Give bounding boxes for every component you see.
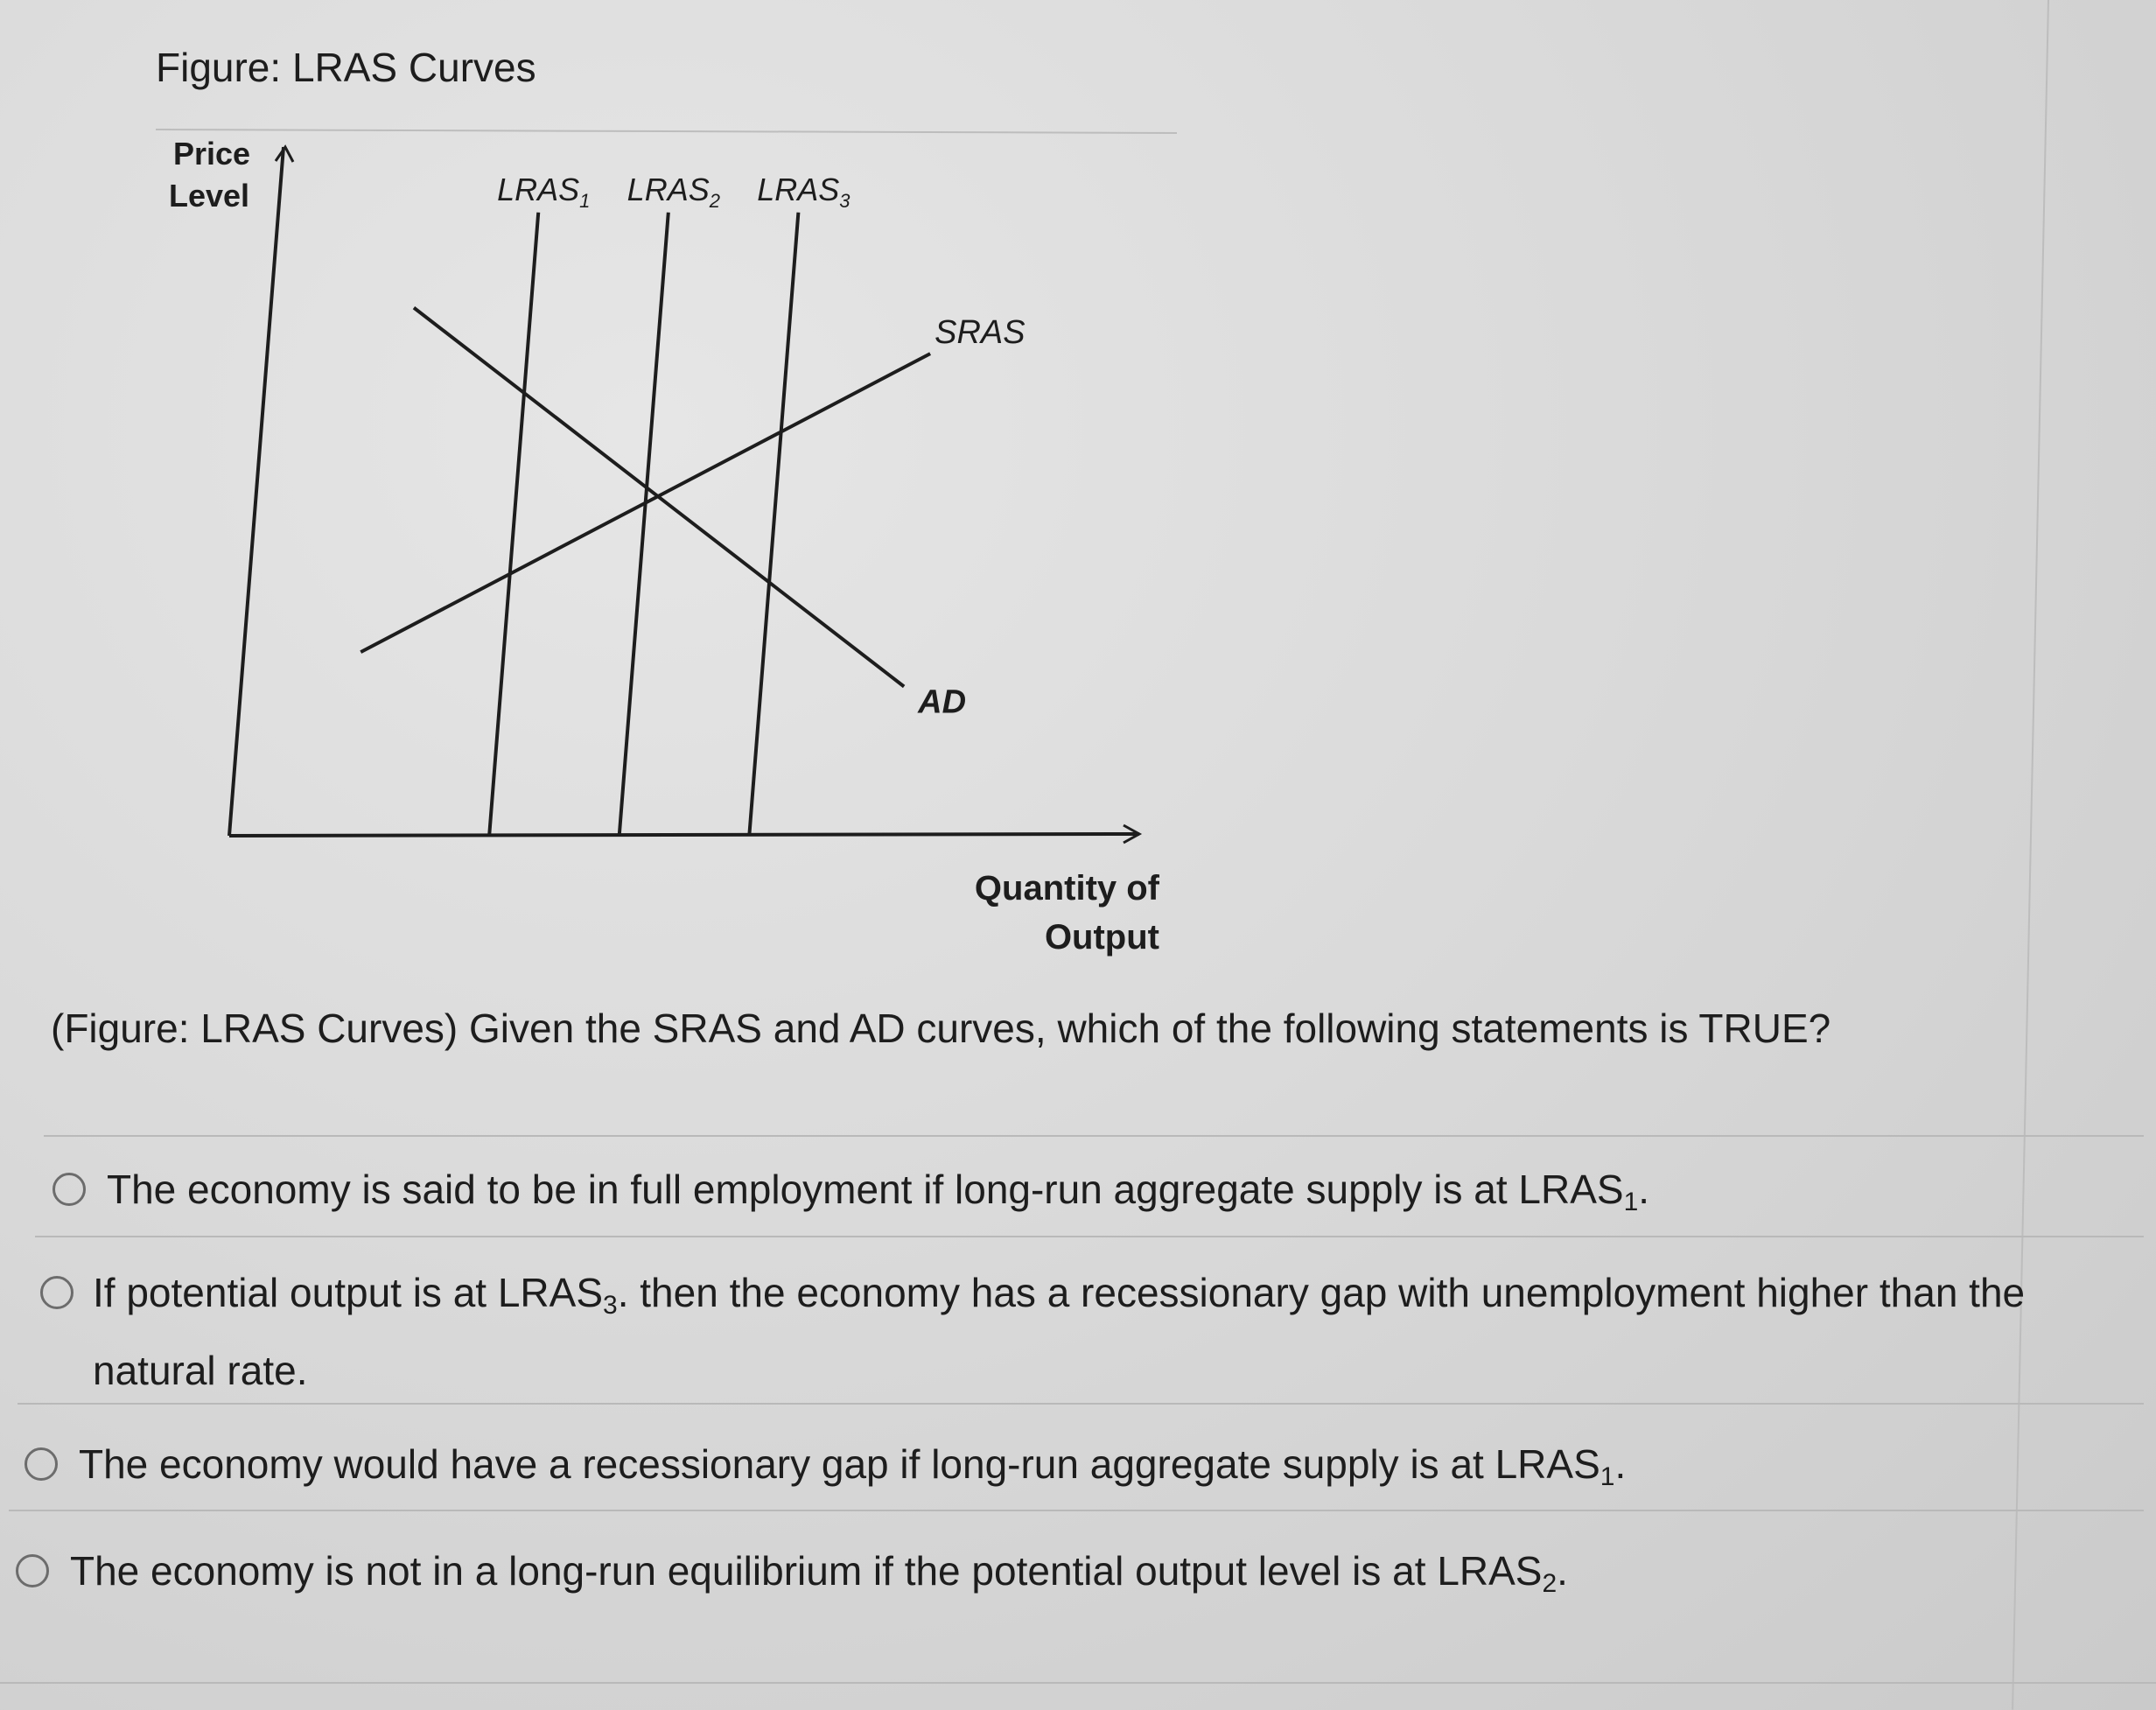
radio-button[interactable] [16,1554,49,1587]
answer-option-2[interactable] [40,1260,2140,1403]
answer-option-3[interactable] [24,1432,2124,1510]
y-axis-label-line2: Level [169,178,250,214]
ad-line [414,308,904,687]
radio-button[interactable] [24,1447,58,1481]
answer-option-text: The economy is said to be in full employment if long-run aggregate supply is at $LRAS_1$. [107,1167,1650,1216]
lras1-label: $LRAS_1$ [497,171,591,212]
ad-label: AD [918,683,967,721]
answer-option-text: The economy is not in a long-run equilibrium if the potential output level is at $LRAS_2$. [70,1548,1568,1598]
radio-button[interactable] [52,1173,86,1206]
answer-option-1[interactable] [52,1157,2135,1235]
divider [0,1682,2156,1684]
lras3-line [749,213,798,836]
divider [35,1236,2144,1237]
question-text: (Figure: LRAS Curves) Given the SRAS and AD curves, which of the following statements is TRUE? [51,1006,1831,1051]
lras3-label: $LRAS_3$ [757,171,850,212]
sras-line [360,354,930,652]
y-axis [229,147,284,836]
divider [9,1510,2144,1511]
sras-label: SRAS [934,314,1026,352]
divider [44,1135,2144,1137]
answer-option-text: If potential output is at $LRAS_3$. then the economy has a recessionary gap with unemployment higher than the natural rate. [93,1270,2026,1393]
lras2-label: $LRAS_2$ [626,171,720,212]
figure-title: Figure: LRAS Curves [156,45,536,90]
lras2-line [620,213,668,836]
answer-option-text: The economy would have a recessionary gap if long-run aggregate supply is at $LRAS_1$. [79,1441,1627,1491]
x-axis [229,834,1139,836]
x-axis-label-line2: Output [1044,918,1159,957]
answer-option-4[interactable] [16,1538,2116,1616]
y-axis-label-line1: Price [173,136,251,172]
lras1-line [489,213,538,836]
chart-top-rule [156,130,1177,133]
divider [18,1403,2144,1405]
x-axis-label-line1: Quantity of [974,869,1159,908]
radio-button[interactable] [40,1276,74,1309]
